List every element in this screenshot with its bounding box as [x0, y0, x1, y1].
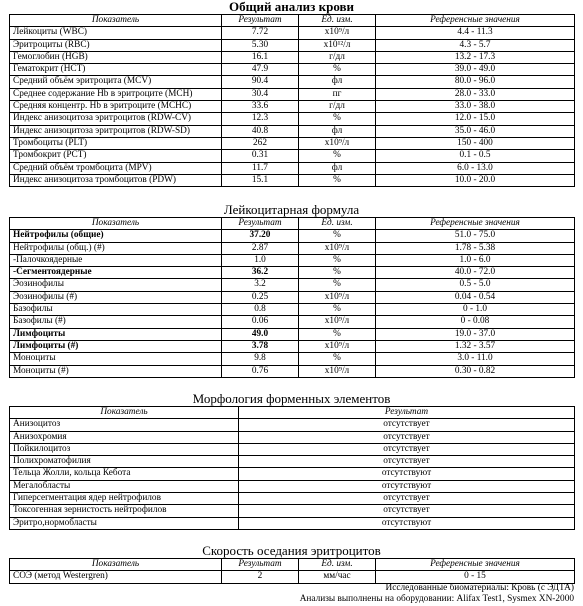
indicator-name: Лимфоциты (#) [10, 340, 222, 352]
header-indicator: Показатель [10, 559, 222, 571]
indicator-name: Индекс анизоцитоза эритроцитов (RDW-SD) [10, 125, 222, 137]
unit-cell: % [299, 279, 376, 291]
indicator-name: Моноциты [10, 353, 222, 365]
leukocyte-row [10, 340, 575, 352]
cbc-row [10, 64, 575, 76]
header-reference: Референсные значения [376, 15, 575, 27]
reference-range: 80.0 - 96.0 [376, 76, 575, 88]
reference-range: 0.04 - 0.54 [376, 291, 575, 303]
result-value: 0.06 [222, 316, 299, 328]
esr-header-row [10, 559, 575, 571]
section-title-morphology: Морфология форменных элементов [192, 391, 391, 406]
indicator-name: -Палочкоядерные [10, 254, 222, 266]
unit-cell: x10⁹/л [299, 137, 376, 149]
cbc-row [10, 88, 575, 100]
header-reference: Референсные значения [376, 559, 575, 571]
result-value: отсутствует [239, 443, 575, 455]
leukocyte-row [10, 316, 575, 328]
result-value: отсутствует [239, 493, 575, 505]
result-value: отсутствует [239, 431, 575, 443]
reference-range: 1.78 - 5.38 [376, 242, 575, 254]
result-value: 47.9 [222, 64, 299, 76]
reference-range: 35.0 - 46.0 [376, 125, 575, 137]
header-indicator: Показатель [10, 15, 222, 27]
unit-cell: x10⁹/л [299, 242, 376, 254]
result-value: 7.72 [222, 27, 299, 39]
reference-range: 33.0 - 38.0 [376, 101, 575, 113]
result-value: 15.1 [222, 174, 299, 186]
leukocyte-table [9, 217, 575, 378]
leukocyte-row [10, 254, 575, 266]
cbc-row [10, 137, 575, 149]
result-value: 9.8 [222, 353, 299, 365]
reference-range: 51.0 - 75.0 [376, 230, 575, 242]
footer-equipment: Анализы выполнены на оборудовании: Alifax Test1, Sysmex XN-2000 [299, 594, 574, 604]
result-value: 90.4 [222, 76, 299, 88]
reference-range: 1.32 - 3.57 [376, 340, 575, 352]
unit-cell: x10¹²/л [299, 39, 376, 51]
reference-range: 0.5 - 5.0 [376, 279, 575, 291]
unit-cell: % [299, 230, 376, 242]
leukocyte-row [10, 291, 575, 303]
morph-header-row [10, 407, 575, 419]
indicator-name: Нейтрофилы (общие) [10, 230, 222, 242]
header-unit: Ед. изм. [299, 218, 376, 230]
indicator-name: Среднее содержание Hb в эритроците (MCH) [10, 88, 222, 100]
result-value: 0.8 [222, 304, 299, 316]
morphology-row [10, 517, 575, 529]
header-indicator: Показатель [10, 407, 239, 419]
result-value: 0.76 [222, 365, 299, 377]
cbc-row [10, 113, 575, 125]
result-value: 16.1 [222, 51, 299, 63]
result-value: отсутствует [239, 505, 575, 517]
leukocyte-row [10, 304, 575, 316]
result-value: 30.4 [222, 88, 299, 100]
reference-range: 10.0 - 20.0 [376, 174, 575, 186]
result-value: 40.8 [222, 125, 299, 137]
unit-cell: % [299, 353, 376, 365]
cbc-table [9, 14, 575, 187]
reference-range: 0 - 1.0 [376, 304, 575, 316]
unit-cell: % [299, 267, 376, 279]
result-value: отсутствуют [239, 468, 575, 480]
indicator-name: Анизохромия [10, 431, 239, 443]
indicator-name: Индекс анизоцитоза эритроцитов (RDW-CV) [10, 113, 222, 125]
result-value: 37.20 [222, 230, 299, 242]
indicator-name: Лимфоциты [10, 328, 222, 340]
section-title-cbc: Общий анализ крови [228, 0, 355, 14]
indicator-name: Мегалобласты [10, 480, 239, 492]
unit-cell: x10⁹/л [299, 340, 376, 352]
cbc-row [10, 162, 575, 174]
indicator-name: Гиперсегментация ядер нейтрофилов [10, 493, 239, 505]
morphology-row [10, 419, 575, 431]
indicator-name: Базофилы [10, 304, 222, 316]
result-value: 5.30 [222, 39, 299, 51]
unit-cell: % [299, 328, 376, 340]
result-value: отсутствуют [239, 517, 575, 529]
morphology-row [10, 456, 575, 468]
unit-cell: x10⁹/л [299, 27, 376, 39]
leukocyte-row [10, 230, 575, 242]
esr-row [10, 571, 575, 583]
reference-range: 19.0 - 37.0 [376, 328, 575, 340]
indicator-name: Токсогенная зернистость нейтрофилов [10, 505, 239, 517]
unit-cell: % [299, 64, 376, 76]
unit-cell: % [299, 174, 376, 186]
indicator-name: Средний объём эритроцита (MCV) [10, 76, 222, 88]
result-value: 2 [222, 571, 299, 583]
result-value: 1.0 [222, 254, 299, 266]
reference-range: 0 - 15 [376, 571, 575, 583]
reference-range: 0.1 - 0.5 [376, 150, 575, 162]
result-value: отсутствует [239, 456, 575, 468]
cbc-row [10, 174, 575, 186]
result-value: отсутствуют [239, 480, 575, 492]
section-title-leukocyte-formula: Лейкоцитарная формула [223, 202, 360, 217]
reference-range: 6.0 - 13.0 [376, 162, 575, 174]
cbc-row [10, 76, 575, 88]
indicator-name: Индекс анизоцитоза тромбоцитов (PDW) [10, 174, 222, 186]
header-indicator: Показатель [10, 218, 222, 230]
indicator-name: Анизоцитоз [10, 419, 239, 431]
indicator-name: Базофилы (#) [10, 316, 222, 328]
section-title-esr: Скорость оседания эритроцитов [202, 543, 381, 558]
unit-cell: пг [299, 88, 376, 100]
indicator-name: Нейтрофилы (общ.) (#) [10, 242, 222, 254]
result-value: отсутствует [239, 419, 575, 431]
result-value: 0.31 [222, 150, 299, 162]
unit-cell: г/дл [299, 51, 376, 63]
cbc-header-row [10, 15, 575, 27]
indicator-name: Моноциты (#) [10, 365, 222, 377]
unit-cell: мм/час [299, 571, 376, 583]
cbc-row [10, 125, 575, 137]
result-value: 3.78 [222, 340, 299, 352]
indicator-name: Пойкилоцитоз [10, 443, 239, 455]
leukocyte-row [10, 365, 575, 377]
unit-cell: фл [299, 162, 376, 174]
indicator-name: Тромбокрит (PCT) [10, 150, 222, 162]
leukocyte-row [10, 267, 575, 279]
header-unit: Ед. изм. [299, 15, 376, 27]
header-result: Результат [222, 15, 299, 27]
morphology-row [10, 480, 575, 492]
result-value: 49.0 [222, 328, 299, 340]
reference-range: 39.0 - 49.0 [376, 64, 575, 76]
unit-cell: x10⁹/л [299, 291, 376, 303]
indicator-name: Гемоглобин (HGB) [10, 51, 222, 63]
indicator-name: Тельца Жолли, кольца Кебота [10, 468, 239, 480]
unit-cell: % [299, 254, 376, 266]
morphology-row [10, 431, 575, 443]
morphology-table [9, 406, 575, 530]
reference-range: 28.0 - 33.0 [376, 88, 575, 100]
header-result: Результат [222, 218, 299, 230]
indicator-name: Лейкоциты (WBC) [10, 27, 222, 39]
morphology-row [10, 505, 575, 517]
reference-range: 13.2 - 17.3 [376, 51, 575, 63]
result-value: 12.3 [222, 113, 299, 125]
leukocyte-row [10, 353, 575, 365]
indicator-name: Гематокрит (HCT) [10, 64, 222, 76]
unit-cell: % [299, 113, 376, 125]
result-value: 3.2 [222, 279, 299, 291]
result-value: 33.6 [222, 101, 299, 113]
reference-range: 4.3 - 5.7 [376, 39, 575, 51]
indicator-name: -Сегментоядерные [10, 267, 222, 279]
reference-range: 3.0 - 11.0 [376, 353, 575, 365]
indicator-name: Эритро,нормобласты [10, 517, 239, 529]
leuko-header-row [10, 218, 575, 230]
result-value: 2.87 [222, 242, 299, 254]
morphology-row [10, 468, 575, 480]
leukocyte-row [10, 328, 575, 340]
indicator-name: Эозинофилы [10, 279, 222, 291]
header-unit: Ед. изм. [299, 559, 376, 571]
morphology-row [10, 443, 575, 455]
indicator-name: Тромбоциты (PLT) [10, 137, 222, 149]
leukocyte-row [10, 279, 575, 291]
reference-range: 12.0 - 15.0 [376, 113, 575, 125]
unit-cell: % [299, 304, 376, 316]
indicator-name: Средний объём тромбоцита (MPV) [10, 162, 222, 174]
result-value: 36.2 [222, 267, 299, 279]
indicator-name: Средняя концентр. Hb в эритроците (MCHC) [10, 101, 222, 113]
result-value: 262 [222, 137, 299, 149]
result-value: 0.25 [222, 291, 299, 303]
reference-range: 4.4 - 11.3 [376, 27, 575, 39]
header-result: Результат [239, 407, 575, 419]
cbc-row [10, 39, 575, 51]
leukocyte-row [10, 242, 575, 254]
cbc-row [10, 51, 575, 63]
unit-cell: г/дл [299, 101, 376, 113]
indicator-name: Эозинофилы (#) [10, 291, 222, 303]
esr-table [9, 558, 575, 584]
morphology-row [10, 493, 575, 505]
reference-range: 150 - 400 [376, 137, 575, 149]
cbc-row [10, 150, 575, 162]
unit-cell: x10⁹/л [299, 316, 376, 328]
reference-range: 40.0 - 72.0 [376, 267, 575, 279]
header-reference: Референсные значения [376, 218, 575, 230]
unit-cell: фл [299, 76, 376, 88]
indicator-name: Полихроматофилия [10, 456, 239, 468]
header-result: Результат [222, 559, 299, 571]
indicator-name: СОЭ (метод Westergren) [10, 571, 222, 583]
reference-range: 0 - 0.08 [376, 316, 575, 328]
indicator-name: Эритроциты (RBC) [10, 39, 222, 51]
footer-material: Исследованные биоматериалы: Кровь (с ЭДТА) [385, 583, 574, 593]
result-value: 11.7 [222, 162, 299, 174]
reference-range: 1.0 - 6.0 [376, 254, 575, 266]
reference-range: 0.30 - 0.82 [376, 365, 575, 377]
unit-cell: фл [299, 125, 376, 137]
cbc-row [10, 27, 575, 39]
unit-cell: x10⁹/л [299, 365, 376, 377]
unit-cell: % [299, 150, 376, 162]
cbc-row [10, 101, 575, 113]
